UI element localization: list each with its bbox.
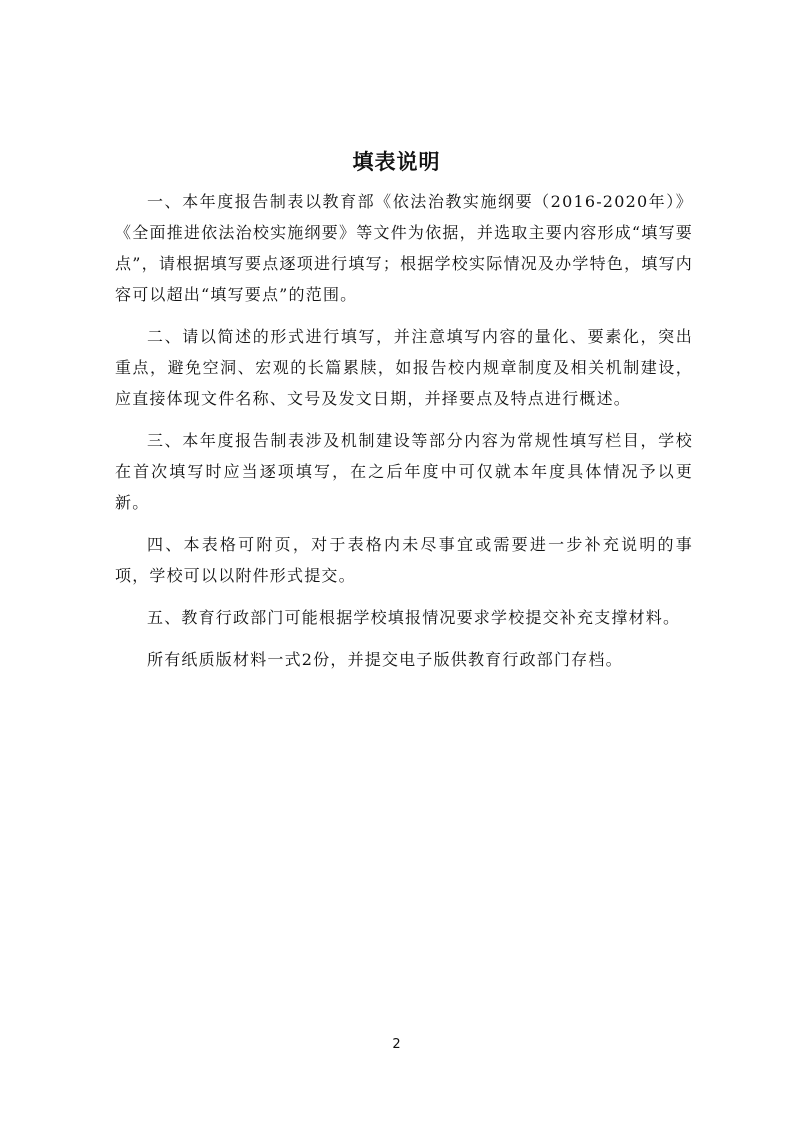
submission-note: 所有纸质版材料一式2份，并提交电子版供教育行政部门存档。 [147, 650, 623, 669]
instructions-body [115, 186, 693, 686]
instruction-paragraph-5: 五、教育行政部门可能根据学校填报情况要求学校提交补充支撑材料。 [147, 608, 681, 627]
instruction-paragraph-3: 三、本年度报告制表涉及机制建设等部分内容为常规性填写栏目，学校在首次填写时应当逐项填写，在之后年度中可仅就本年度具体情况予以更新。 [115, 431, 693, 512]
instruction-paragraph-4: 四、本表格可附页，对于表格内未尽事宜或需要进一步补充说明的事项，学校可以以附件形式提交。 [115, 535, 693, 585]
page-title: 填表说明 [352, 150, 441, 174]
page-number: 2 [392, 1037, 401, 1052]
instruction-paragraph-2: 二、请以简述的形式进行填写，并注意填写内容的量化、要素化，突出重点，避免空洞、宏观的长篇累牍，如报告校内规章制度及相关机制建设，应直接体现文件名称、文号及发文日期，并择要点及特点进行概述。 [115, 327, 693, 408]
instruction-paragraph-1: 一、本年度报告制表以教育部《依法治教实施纲要（2016-2020年）》《全面推进依法治校实施纲要》等文件为依据，并选取主要内容形成“填写要点”，请根据填写要点逐项进行填写；根据学校实际情况及办学特色，填写内容可以超出“填写要点”的范围。 [115, 192, 693, 304]
